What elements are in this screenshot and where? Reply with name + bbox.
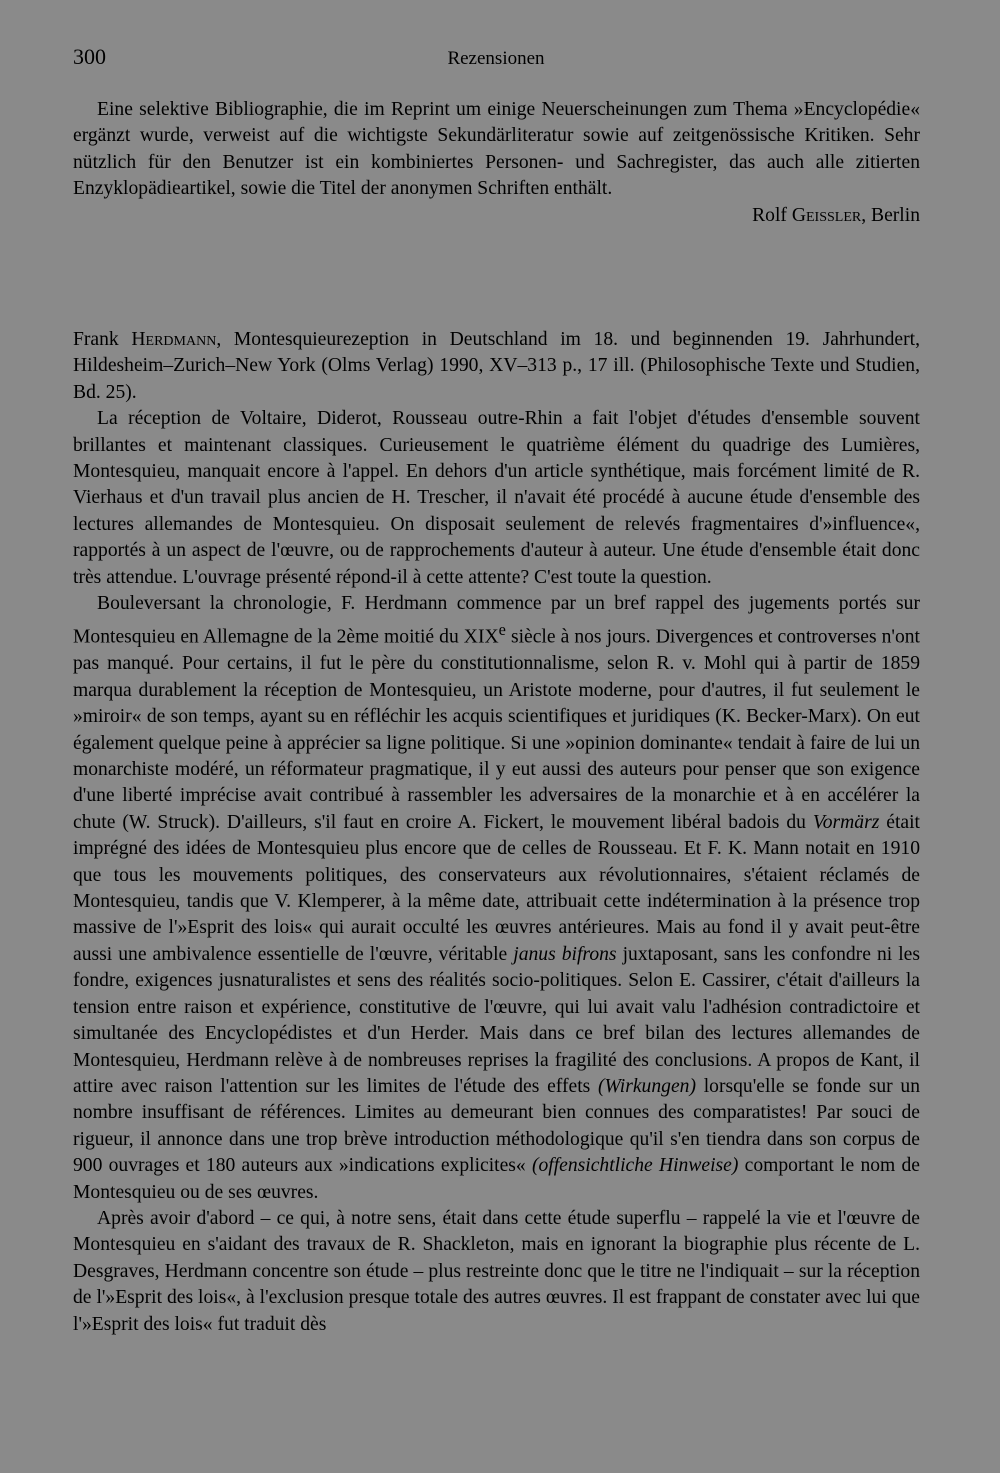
page-number: 300 (73, 44, 106, 69)
text-run: Bouleversant la chronologie, F. Herdmann commence par un bref rappel des jugements portés sur Montesquieu en Allemagne de la 2ème moitié du XIX (73, 593, 920, 648)
italic-janus-bifrons: janus bifrons (513, 943, 617, 965)
paragraph-bibliography: Eine selektive Bibliographie, die im Reprint um einige Neuerscheinungen zum Thema »Encyclopédie« ergänzt wurde, verweist auf die wichtigste Sekundärliteratur sowie auf zeitgenössische Kritiken. Sehr nützlich für den Benutzer ist ein kombiniertes Personen- und Sachregister, das auch alle zitierten Enzyklopädieartikel, sowie die Titel der anonymen Schriften enthält. (73, 99, 920, 200)
review-herdmann (73, 327, 920, 1338)
signature-place: , Berlin (861, 204, 920, 226)
paragraph-esprit-des-lois: Après avoir d'abord – ce qui, à notre sens, était dans cette étude superflu – rappelé la vie et l'œuvre de Montesquieu en s'aidant des travaux de R. Shackleton, mais en ignorant la biographie plus récente de L. Desgraves, Herdmann concentre son étude – plus restreinte donc que le titre ne l'indiquait – sur la réception de l'»Esprit des lois«, à l'exclusion presque totale des autres œuvres. Il est frappant de constater avec lui que l'»Esprit des lois« fut traduit dès (73, 1207, 920, 1335)
running-head (73, 44, 919, 76)
text-run: était imprégné des idées de Montesquieu plus encore que de celles de Rousseau. Et F. K. Mann notait en 1910 que tous les mouvements politiques, des conservateurs aux révolutionnaires, s'étaient réclamés de Montesquieu, tandis que V. Klemperer, à la même date, attribuait cette indétermination à la présence trop massive de l'»Esprit des lois« qui aurait occulté les œuvres antérieures. Mais au fond il y avait peut-être aussi une ambivalence essentielle de l'œuvre, véritable (73, 811, 920, 965)
review-signature (73, 203, 920, 229)
text-run: siècle à nos jours. Divergences et controverses n'ont pas manqué. Pour certains, il fut le père du constitutionnalisme, selon R. v. Mohl qui à partir de 1859 marqua durablement la réception de Montesquieu, un Aristote moderne, pour d'autres, il fut seulement le »miroir« de son temps, ayant su en réfléchir les acquis scientifiques et juridiques (K. Becker-Marx). On eut également quelque peine à apprécier sa ligne politique. Si une »opinion dominante« tendait à faire de lui un monarchiste modéré, un réformateur pragmatique, il y eut aussi des auteurs pour penser que son exigence d'une liberté imprécise avait contribué à rassembler les adversaires de la monarchie et à en accélérer la chute (W. Struck). D'ailleurs, s'il faut en croire A. Fickert, le mouvement libéral badois du (73, 627, 920, 833)
citation-author-first: Frank (73, 329, 119, 350)
superscript-e: e (498, 620, 506, 640)
signature-surname: Geissler (791, 204, 862, 226)
signature-first-name: Rolf (752, 204, 787, 226)
italic-hinweise: (offensichtliche Hinweise) (531, 1155, 739, 1177)
book-citation (73, 327, 920, 406)
review-geissler-end (73, 97, 920, 229)
text-run: juxtaposant, sans les confondre ni les fondre, exigences jusnaturalistes et sens des réalités socio-politiques. Selon E. Cassirer, c'était d'ailleurs la tension entre raison et expérience, constitutive de l'œuvre, qui lui avait valu l'adhésion contradictoire et simultanée des Encyclopédistes et d'un Herder. Mais dans ce bref bilan des lectures allemandes de Montesquieu, Herdmann relève à de nombreuses reprises la fragilité des conclusions. A propos de Kant, il attire avec raison l'attention sur les limites de l'étude des effets (73, 943, 920, 1097)
italic-wirkungen: (Wirkungen) (598, 1075, 696, 1097)
header-title: Rezensionen (447, 48, 545, 69)
italic-vormaerz: Vormärz (812, 811, 880, 833)
citation-details: , Montesquieurezeption in Deutschland im 18. und beginnenden 19. Jahrhundert, Hildesheim–Zurich–New York (Olms Verlag) 1990, XV–313 p., 17 ill. (Philosophische Texte und Studien, Bd. 25). (73, 329, 920, 403)
text-run: comportant le nom de Montesquieu ou de ses œuvres. (73, 1155, 921, 1203)
paragraph-reception: La réception de Voltaire, Diderot, Rousseau outre-Rhin a fait l'objet d'études d'ensemble souvent brillantes et maintenant classiques. Curieusement le quatrième élément du quadrige des Lumières, Montesquieu, manquait encore à l'appel. En dehors d'un article synthétique, mais forcément limité de R. Vierhaus et d'un travail plus ancien de H. Trescher, il n'avait été procédé à aucune étude d'ensemble des lectures allemandes de Montesquieu. On disposait seulement de relevés fragmentaires d'»influence«, rapportés à un aspect de l'œuvre, ou de rapprochements d'auteur à auteur. Une étude d'ensemble était donc très attendue. L'ouvrage présenté répond-il à cette attente? C'est toute la question. (73, 408, 920, 588)
paragraph-chronology (73, 591, 920, 1206)
citation-author-last: Herdmann (131, 329, 217, 350)
text-run: lorsqu'elle se fonde sur un nombre insuffisant de références. Limites au demeurant bien connues des comparatistes! Par souci de rigueur, il annonce dans une trop brève introduction méthodologique qu'il s'en tiendra dans son corpus de 900 ouvrages et 180 auteurs aux »indications explicites« (73, 1075, 920, 1177)
